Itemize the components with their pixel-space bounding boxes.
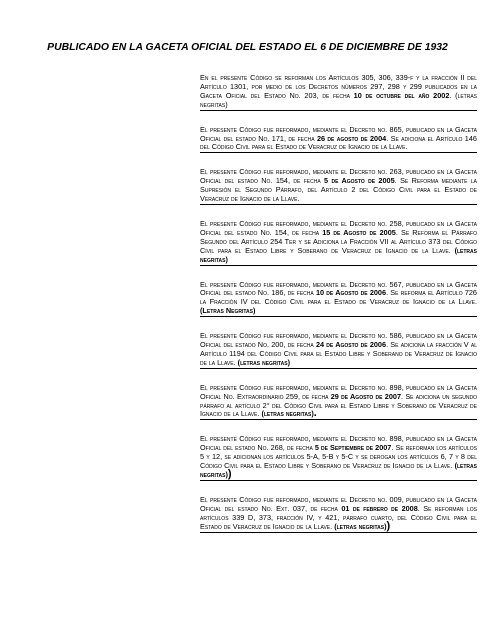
reform-note xyxy=(200,435,477,481)
note-text: El presente Código fue reformado, mediante el Decreto no. 898, publicado en la Gaceta Oficial del estado No. 268, de fecha xyxy=(200,434,477,453)
note-text: El presente Código fue reformado, mediante el Decreto no. 263, publicado en la Gaceta Oficial del estado No. 154, de fecha xyxy=(200,167,477,186)
reform-note xyxy=(200,126,477,154)
note-text: El presente Código fue reformado, mediante el Decreto no. 258, publicado en la Gaceta Oficial del estado No. 154, de fecha xyxy=(200,218,477,237)
reform-notes-column xyxy=(200,74,477,548)
note-text: El presente Código fue reformado, mediante el Decreto no. 898, publicado en la Gaceta Oficial No. Extraordinario 259, de fecha xyxy=(200,382,477,401)
note-date: 5 de Septiembre de 2007 xyxy=(314,443,392,453)
note-tail: . Se reforma el Artículo 726 la Fracción IV del Código Civil para el Estado de Veracruz de Ignacio de la Llave. xyxy=(200,288,477,307)
reform-note xyxy=(200,384,477,421)
document-title: PUBLICADO EN LA GACETA OFICIAL DEL ESTADO EL 6 DE DICIEMBRE DE 1932 xyxy=(47,42,448,53)
note-tail: . Se adiciona un segundo párrafo al artículo 2° del Código Civil para el Estado Libre y Soberano de Veracruz de Ignacio de la Llave. xyxy=(200,391,478,419)
reform-note xyxy=(200,281,477,318)
reform-note xyxy=(200,74,477,111)
note-tail: . Se adiciona la fracción V al Artículo 1194 del Código Civil para el Estado Libre y Soberano de Veracruz de Ignacio de la Llave. xyxy=(200,340,477,367)
note-date: 15 de Agosto de 2005 xyxy=(322,227,396,237)
note-date: 10 de octubre del año 2002 xyxy=(353,90,450,100)
note-tail: . Se Reforma mediante la Supresión el Segundo Párrafo, del Artículo 2 del Código Civil para el Estado de Veracruz de Ignacio de la Llave. xyxy=(200,176,477,204)
note-text: El presente Código fue reformado, mediante el Decreto no. 567, publicado en la Gaceta Oficial del estado No. 186, de fecha xyxy=(200,279,477,298)
note-end: ) xyxy=(386,519,391,532)
note-marker: (letras negritas) xyxy=(200,461,477,479)
note-date: 5 de Agosto de 2005 xyxy=(324,176,395,186)
note-text: El presente Código fue reformado, mediante el Decreto no. 865, publicado en la Gaceta Oficial del estado No. 171, de fecha xyxy=(200,124,477,143)
note-date: 26 de agosto de 2004 xyxy=(316,133,387,143)
note-end: ) xyxy=(227,468,232,480)
note-tail: . Se Reforma el Párrafo Segundo del Artículo 254 Ter y se Adiciona la Fracción VII al Artículo 373 del Código Civil para el Estado Libre y Soberano de Veracruz de Ignacio de la Llave. xyxy=(200,227,477,255)
note-tail: . Se reforman los artículos 5 y 12, se adicionan los artículos 5-A, 5-B y 5-C y se derogan los artículos 6, 7 y 8 del Código Civil para el Estado Libre y Soberano de Veracruz de Ignacio de la Llave. xyxy=(200,443,478,471)
reform-note xyxy=(200,168,477,205)
note-marker: (letras negritas) xyxy=(237,357,291,367)
note-date: 29 de Agosto de 2007 xyxy=(330,391,402,401)
note-marker: (Letras Negritas) xyxy=(200,306,256,316)
reform-note xyxy=(200,332,477,369)
note-tail: . Se reforman los artículos 339 D, 373, fracción IV, y 421, párrafo cuarto, del Código Civil para el Estado de Veracruz de Ignacio de la Llave. xyxy=(200,503,477,531)
note-tail: . (letras negritas) xyxy=(200,90,478,109)
note-date: 10 de Agosto de 2006 xyxy=(315,288,387,298)
note-text: El presente Código fue reformado, mediante el Decreto no. 009, publicado en la Gaceta Oficial del estado No. Ext. 037, de fecha xyxy=(200,494,477,513)
note-text: En el presente Código se reforman los Artículos 305, 306, 339-f y la fracción II del Artículo 1301, por medio de los Decretos números 297, 298 y 299 publicados en la Gaceta Oficial del Estado No. 203, de fecha xyxy=(200,73,477,100)
note-tail: . Se adiciona el Artículo 146 del Código Civil para el Estado de Veracruz de Ignacio de la Llave. xyxy=(200,133,477,152)
reform-note xyxy=(200,220,477,266)
note-end: . xyxy=(313,407,317,420)
note-marker: (letras negritas) xyxy=(334,521,387,531)
note-date: 24 de Agosto de 2006 xyxy=(315,340,387,350)
note-marker: (letras negritas) xyxy=(261,409,314,419)
note-marker: (letras negritas) xyxy=(200,245,477,264)
note-text: El presente Código fue reformado, mediante el Decreto no. 586, publicado en la Gaceta Oficial del estado No. 200, de fecha xyxy=(200,331,477,350)
note-date: 01 de febrero de 2008 xyxy=(341,503,418,513)
reform-note xyxy=(200,496,477,533)
